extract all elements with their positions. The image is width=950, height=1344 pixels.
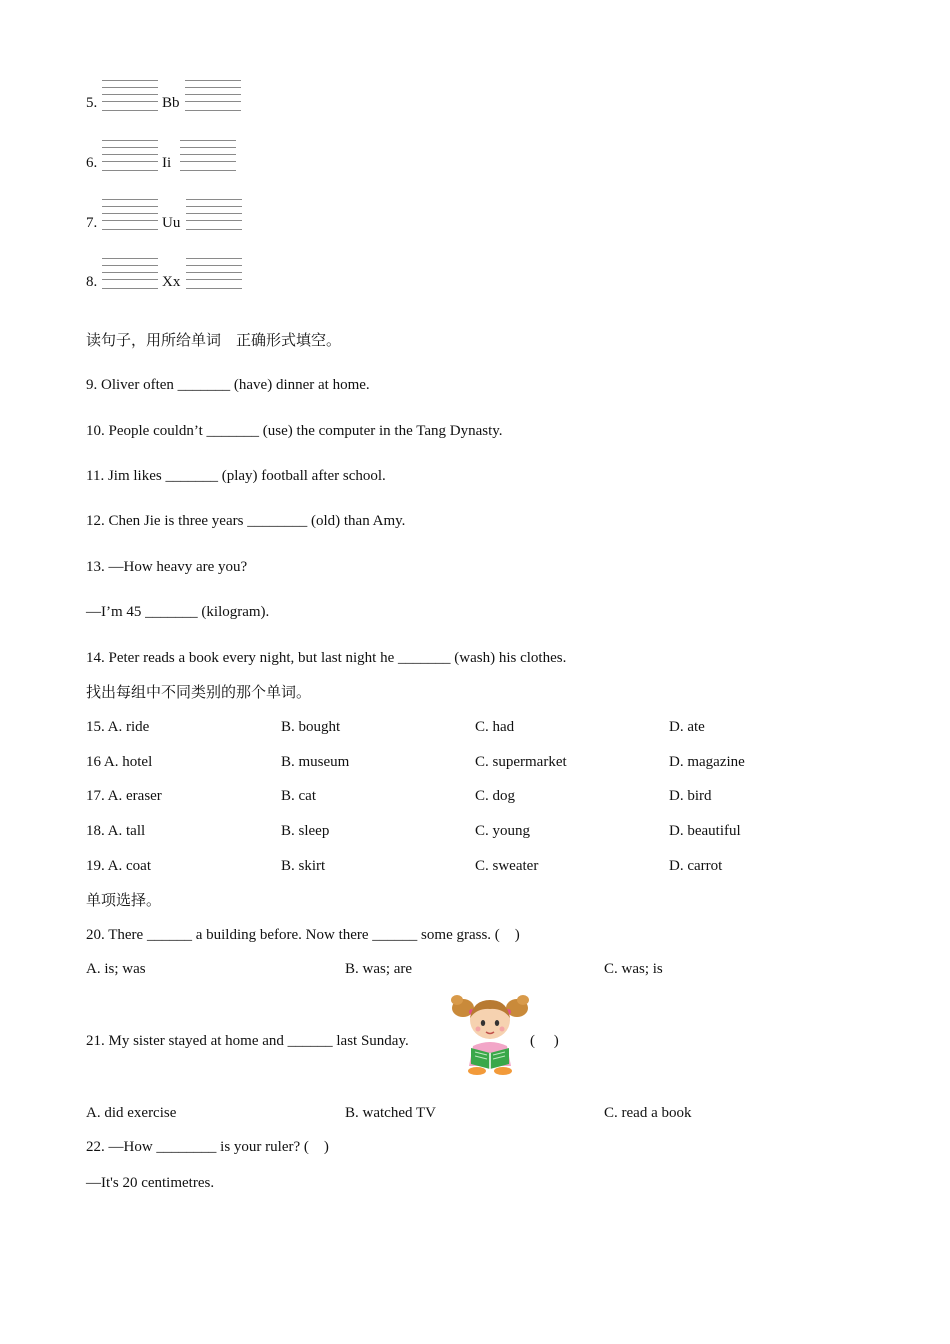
- option-a: 16 A. hotel: [86, 754, 153, 770]
- option-b: B. skirt: [281, 858, 326, 874]
- option-c: C. dog: [475, 788, 516, 804]
- option-b: B. bought: [281, 719, 341, 735]
- letter: Ii: [162, 155, 172, 171]
- question-11: 11. Jim likes _______ (play) football after school.: [86, 468, 386, 484]
- question-21: 21. My sister stayed at home and ______ last Sunday.: [86, 1033, 409, 1049]
- letter: Uu: [162, 215, 181, 231]
- option-d: D. magazine: [669, 754, 745, 770]
- choice-instruction: 单项选择。: [86, 891, 162, 909]
- question-9: 9. Oliver often _______ (have) dinner at home.: [86, 377, 370, 393]
- option-a: 17. A. eraser: [86, 788, 162, 804]
- item-number: 7.: [86, 215, 98, 231]
- option-b: B. cat: [281, 788, 316, 804]
- writing-lines: [185, 80, 241, 111]
- question-14: 14. Peter reads a book every night, but last night he _______ (wash) his clothes.: [86, 650, 567, 666]
- option-d: D. carrot: [669, 858, 723, 874]
- q20-option-a: A. is; was: [86, 961, 146, 977]
- writing-lines: [102, 199, 158, 230]
- question-13: 13. —How heavy are you?: [86, 559, 248, 575]
- option-c: C. young: [475, 823, 531, 839]
- odd-instruction: 找出每组中不同类别的那个单词。: [86, 683, 312, 701]
- option-b: B. sleep: [281, 823, 330, 839]
- question-22-answer: —It's 20 centimetres.: [86, 1175, 215, 1191]
- option-a: 18. A. tall: [86, 823, 146, 839]
- writing-lines: [102, 80, 158, 111]
- writing-lines: [180, 140, 236, 171]
- option-a: 19. A. coat: [86, 858, 151, 874]
- writing-lines: [102, 140, 158, 171]
- question-13-answer: —I’m 45 _______ (kilogram).: [86, 604, 270, 620]
- writing-lines: [102, 258, 158, 289]
- question-10: 10. People couldn’t _______ (use) the computer in the Tang Dynasty.: [86, 423, 503, 439]
- letter: Xx: [162, 274, 181, 290]
- option-c: C. supermarket: [475, 754, 567, 770]
- option-d: D. beautiful: [669, 823, 741, 839]
- letter: Bb: [162, 95, 180, 111]
- item-number: 8.: [86, 274, 98, 290]
- q20-option-c: C. was; is: [604, 961, 663, 977]
- q20-option-b: B. was; are: [345, 961, 413, 977]
- item-number: 5.: [86, 95, 98, 111]
- writing-lines: [186, 199, 242, 230]
- option-c: C. sweater: [475, 858, 539, 874]
- option-b: B. museum: [281, 754, 350, 770]
- girl-reading-picture: [449, 990, 531, 1076]
- question-12: 12. Chen Jie is three years ________ (old) than Amy.: [86, 513, 406, 529]
- q21-option-a: A. did exercise: [86, 1105, 177, 1121]
- option-d: D. ate: [669, 719, 705, 735]
- question-22: 22. —How ________ is your ruler? ( ): [86, 1139, 329, 1155]
- question-20: 20. There ______ a building before. Now there ______ some grass. ( ): [86, 927, 520, 943]
- fill-instruction: 读句子，用所给单词 正确形式填空。: [86, 331, 342, 349]
- item-number: 6.: [86, 155, 98, 171]
- q21-answer-paren: ( ): [530, 1033, 559, 1049]
- q21-option-c: C. read a book: [604, 1105, 692, 1121]
- option-d: D. bird: [669, 788, 712, 804]
- writing-lines: [186, 258, 242, 289]
- option-c: C. had: [475, 719, 515, 735]
- q21-option-b: B. watched TV: [345, 1105, 436, 1121]
- option-a: 15. A. ride: [86, 719, 150, 735]
